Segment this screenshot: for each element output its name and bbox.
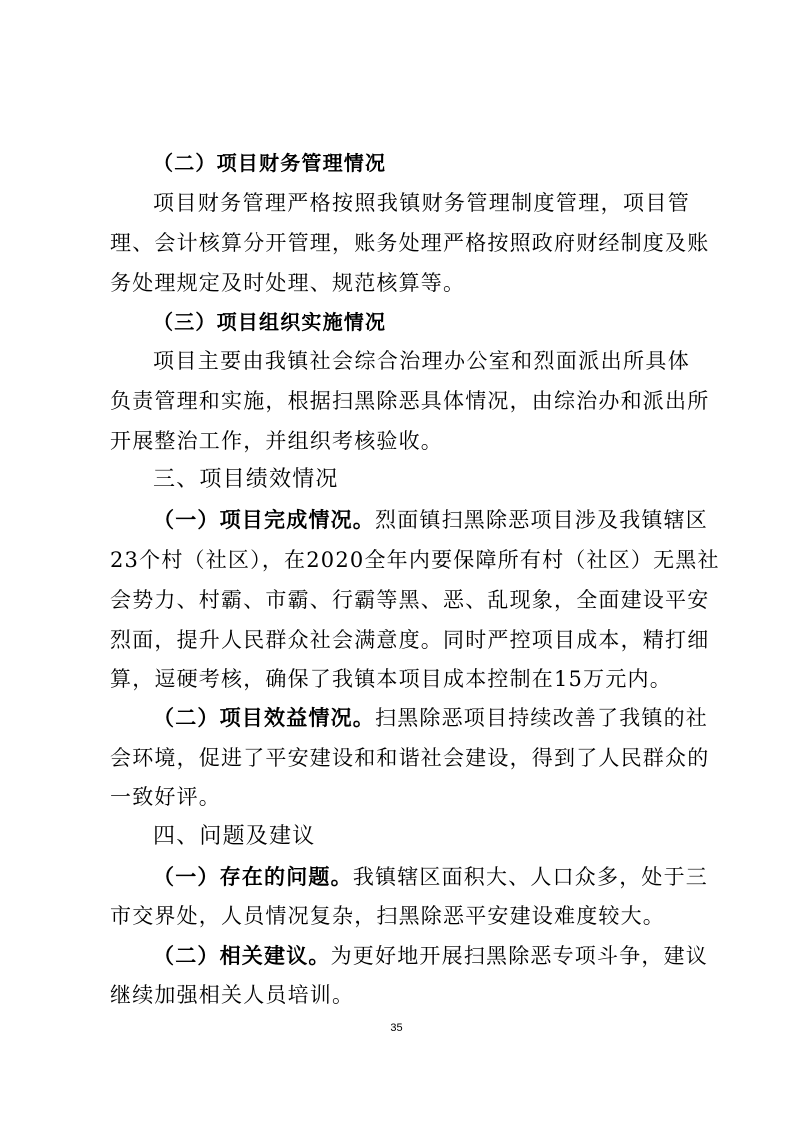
paragraph-line: 项目主要由我镇社会综合治理办公室和烈面派出所具体 bbox=[153, 349, 690, 373]
paragraph-line: 一致好评。 bbox=[110, 785, 221, 809]
paragraph-line: 会势力、村霸、市霸、行霸等黑、恶、乱现象，全面建设平安 bbox=[110, 588, 710, 612]
paragraph-line bbox=[153, 698, 708, 738]
inline-heading-completion: （一）项目完成情况。 bbox=[153, 508, 375, 532]
inline-heading-benefit: （二）项目效益情况。 bbox=[153, 706, 375, 730]
section-heading-financial-management: （二）项目财务管理情况 bbox=[153, 151, 387, 175]
paragraph-line: 务处理规定及时处理、规范核算等。 bbox=[110, 271, 466, 295]
chapter-heading-issues: 四、问题及建议 bbox=[153, 824, 316, 849]
paragraph-line: 理、会计核算分开管理，账务处理严格按照政府财经制度及账 bbox=[110, 231, 710, 255]
paragraph-line: 继续加强相关人员培训。 bbox=[110, 983, 355, 1007]
page-number: 35 bbox=[390, 1022, 403, 1034]
paragraph-text: 烈面镇扫黑除恶项目涉及我镇辖区 bbox=[375, 508, 708, 532]
section-heading-organization: （三）项目组织实施情况 bbox=[153, 310, 387, 334]
paragraph-line: 会环境，促进了平安建设和和谐社会建设，得到了人民群众的 bbox=[110, 746, 710, 770]
inline-heading-problems: （一）存在的问题。 bbox=[153, 865, 353, 889]
paragraph-text: 扫黑除恶项目持续改善了我镇的社 bbox=[375, 706, 708, 730]
inline-heading-suggestions: （二）相关建议。 bbox=[153, 944, 331, 968]
paragraph-line: 项目财务管理严格按照我镇财务管理制度管理，项目管 bbox=[153, 191, 690, 215]
paragraph-text: 为更好地开展扫黑除恶专项斗争，建议 bbox=[330, 944, 709, 968]
paragraph-line: 开展整治工作，并组织考核验收。 bbox=[110, 429, 443, 453]
chapter-heading-performance: 三、项目绩效情况 bbox=[153, 467, 339, 492]
paragraph-line: 市交界处，人员情况复杂，扫黑除恶平安建设难度较大。 bbox=[110, 904, 665, 928]
paragraph-line: 23个村（社区），在2020全年内要保障所有村（社区）无黑社 bbox=[110, 548, 720, 572]
paragraph-line bbox=[153, 857, 709, 897]
paragraph-line bbox=[153, 936, 709, 976]
paragraph-line bbox=[153, 500, 708, 540]
paragraph-line: 负责管理和实施，根据扫黑除恶具体情况，由综治办和派出所 bbox=[110, 389, 710, 413]
paragraph-text: 我镇辖区面积大、人口众多，处于三 bbox=[352, 865, 709, 889]
paragraph-line: 算，逗硬考核，确保了我镇本项目成本控制在15万元内。 bbox=[110, 667, 672, 691]
paragraph-line: 烈面，提升人民群众社会满意度。同时严控项目成本，精打细 bbox=[110, 628, 710, 652]
